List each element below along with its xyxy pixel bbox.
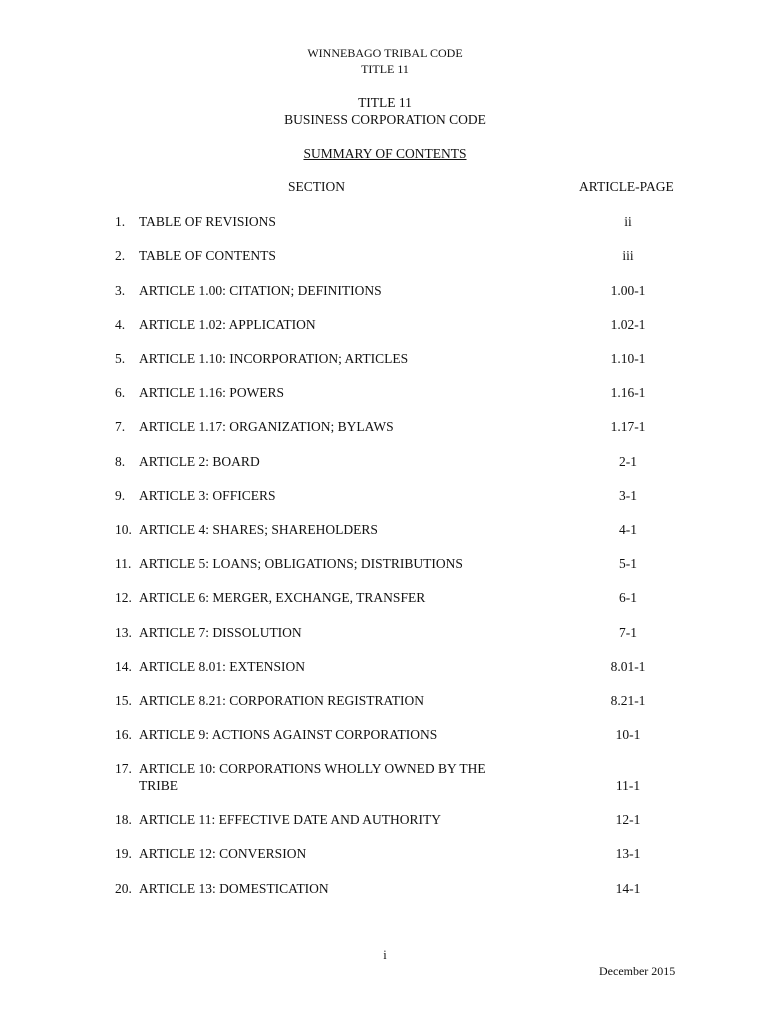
toc-entry-number: 16. — [115, 727, 132, 742]
toc-entry-label — [139, 726, 519, 743]
toc-entry-number: 10. — [115, 522, 132, 537]
toc-entry-number: 17. — [115, 761, 132, 776]
summary-heading — [0, 146, 770, 162]
toc-entry-label-text: ARTICLE 1.10: INCORPORATION; ARTICLES — [139, 351, 409, 366]
toc-entry-page: 8.01-1 — [610, 659, 646, 674]
toc-entry-label — [139, 811, 519, 828]
toc-entry-label-text: ARTICLE 4: SHARES; SHAREHOLDERS — [139, 522, 378, 537]
toc-entry-page: 1.16-1 — [610, 385, 646, 400]
toc-entry-label — [139, 213, 519, 230]
toc-entry-label-text: ARTICLE 13: DOMESTICATION — [139, 881, 329, 896]
toc-entry-label — [139, 760, 519, 794]
toc-entry-number: 19. — [115, 846, 132, 861]
toc-entry-label-text: ARTICLE 8.21: CORPORATION REGISTRATION — [139, 693, 424, 708]
toc-entry-page: 5-1 — [619, 556, 637, 571]
toc-entry-label — [139, 658, 519, 675]
toc-entry-label — [139, 316, 519, 333]
toc-entry-number: 7. — [115, 419, 126, 434]
toc-entry-label-text: ARTICLE 6: MERGER, EXCHANGE, TRANSFER — [139, 590, 426, 605]
toc-entry-page: 14-1 — [615, 881, 641, 896]
toc-entry-label — [139, 487, 519, 504]
toc-entry-number: 13. — [115, 625, 132, 640]
toc-entry-number: 12. — [115, 590, 132, 605]
toc-entry-number: 6. — [115, 385, 126, 400]
toc-entry-page: 1.10-1 — [610, 351, 646, 366]
toc-entry-label-text: ARTICLE 1.16: POWERS — [139, 385, 285, 400]
summary-heading-text: SUMMARY OF CONTENTS — [303, 146, 467, 161]
toc-entry-label-text: ARTICLE 10: CORPORATIONS WHOLLY OWNED BY THE — [139, 761, 486, 776]
toc-entry-label-text: ARTICLE 5: LOANS; OBLIGATIONS; DISTRIBUTIONS — [139, 556, 463, 571]
column-header-article-page: ARTICLE-PAGE — [579, 179, 674, 194]
toc-entry-page: ii — [624, 214, 632, 229]
toc-entry-label-text: ARTICLE 12: CONVERSION — [139, 846, 307, 861]
toc-entry-label-text: ARTICLE 2: BOARD — [139, 454, 260, 469]
running-header-title: TITLE 11 — [361, 62, 409, 76]
toc-entry-label — [139, 845, 519, 862]
toc-entry-page: 6-1 — [619, 590, 637, 605]
toc-entry-number: 5. — [115, 351, 126, 366]
toc-entry-label-text: ARTICLE 7: DISSOLUTION — [139, 625, 302, 640]
toc-entry-number: 8. — [115, 454, 126, 469]
toc-entry-number: 18. — [115, 812, 132, 827]
footer-date: December 2015 — [599, 964, 676, 978]
toc-entry-label-text: ARTICLE 1.02: APPLICATION — [139, 317, 316, 332]
toc-entry-label-continuation: TRIBE — [139, 778, 178, 793]
toc-entry-number: 15. — [115, 693, 132, 708]
toc-entry-label-text: TABLE OF REVISIONS — [139, 214, 276, 229]
toc-entry-label — [139, 350, 519, 367]
document-title: TITLE 11 — [358, 95, 412, 110]
toc-entry-number: 4. — [115, 317, 126, 332]
toc-entry-page: 4-1 — [619, 522, 637, 537]
toc-entry-label — [139, 418, 519, 435]
toc-entry-label-text: ARTICLE 11: EFFECTIVE DATE AND AUTHORITY — [139, 812, 442, 827]
toc-entry-page: iii — [622, 248, 634, 263]
toc-entry-label-text: ARTICLE 8.01: EXTENSION — [139, 659, 306, 674]
toc-entry-label-text: ARTICLE 9: ACTIONS AGAINST CORPORATIONS — [139, 727, 438, 742]
toc-entry-page: 7-1 — [619, 625, 637, 640]
toc-entry-number: 1. — [115, 214, 126, 229]
toc-entry-label — [139, 384, 519, 401]
document-subtitle: BUSINESS CORPORATION CODE — [284, 112, 486, 127]
toc-entry-label — [139, 692, 519, 709]
toc-entry-page: 8.21-1 — [610, 693, 646, 708]
toc-entry-number: 20. — [115, 881, 132, 896]
toc-entry-page: 10-1 — [615, 727, 641, 742]
toc-entry-label-text: ARTICLE 3: OFFICERS — [139, 488, 276, 503]
toc-entry-label — [139, 880, 519, 897]
toc-entry-number: 9. — [115, 488, 126, 503]
column-header-section: SECTION — [288, 179, 345, 194]
toc-entry-page: 11-1 — [615, 778, 641, 793]
toc-entry-label-text: ARTICLE 1.00: CITATION; DEFINITIONS — [139, 283, 382, 298]
toc-entry-label — [139, 521, 519, 538]
toc-entry-label — [139, 247, 519, 264]
footer-page-number: i — [383, 948, 387, 962]
toc-entry-label — [139, 589, 519, 606]
toc-entry-page: 1.00-1 — [610, 283, 646, 298]
toc-entry-label — [139, 555, 519, 572]
toc-entry-page: 13-1 — [615, 846, 641, 861]
toc-entry-number: 3. — [115, 283, 126, 298]
toc-entry-label-text: ARTICLE 1.17: ORGANIZATION; BYLAWS — [139, 419, 394, 434]
toc-entry-label-text: TABLE OF CONTENTS — [139, 248, 276, 263]
toc-entry-label — [139, 282, 519, 299]
toc-entry-page: 3-1 — [619, 488, 637, 503]
toc-entry-page: 1.17-1 — [610, 419, 646, 434]
running-header-code: WINNEBAGO TRIBAL CODE — [307, 46, 463, 60]
toc-entry-number: 11. — [115, 556, 132, 571]
toc-entry-number: 14. — [115, 659, 132, 674]
toc-entry-page: 12-1 — [615, 812, 641, 827]
toc-entry-number: 2. — [115, 248, 126, 263]
toc-entry-page: 2-1 — [619, 454, 637, 469]
toc-entry-label — [139, 453, 519, 470]
toc-entry-page: 1.02-1 — [610, 317, 646, 332]
toc-entry-label — [139, 624, 519, 641]
